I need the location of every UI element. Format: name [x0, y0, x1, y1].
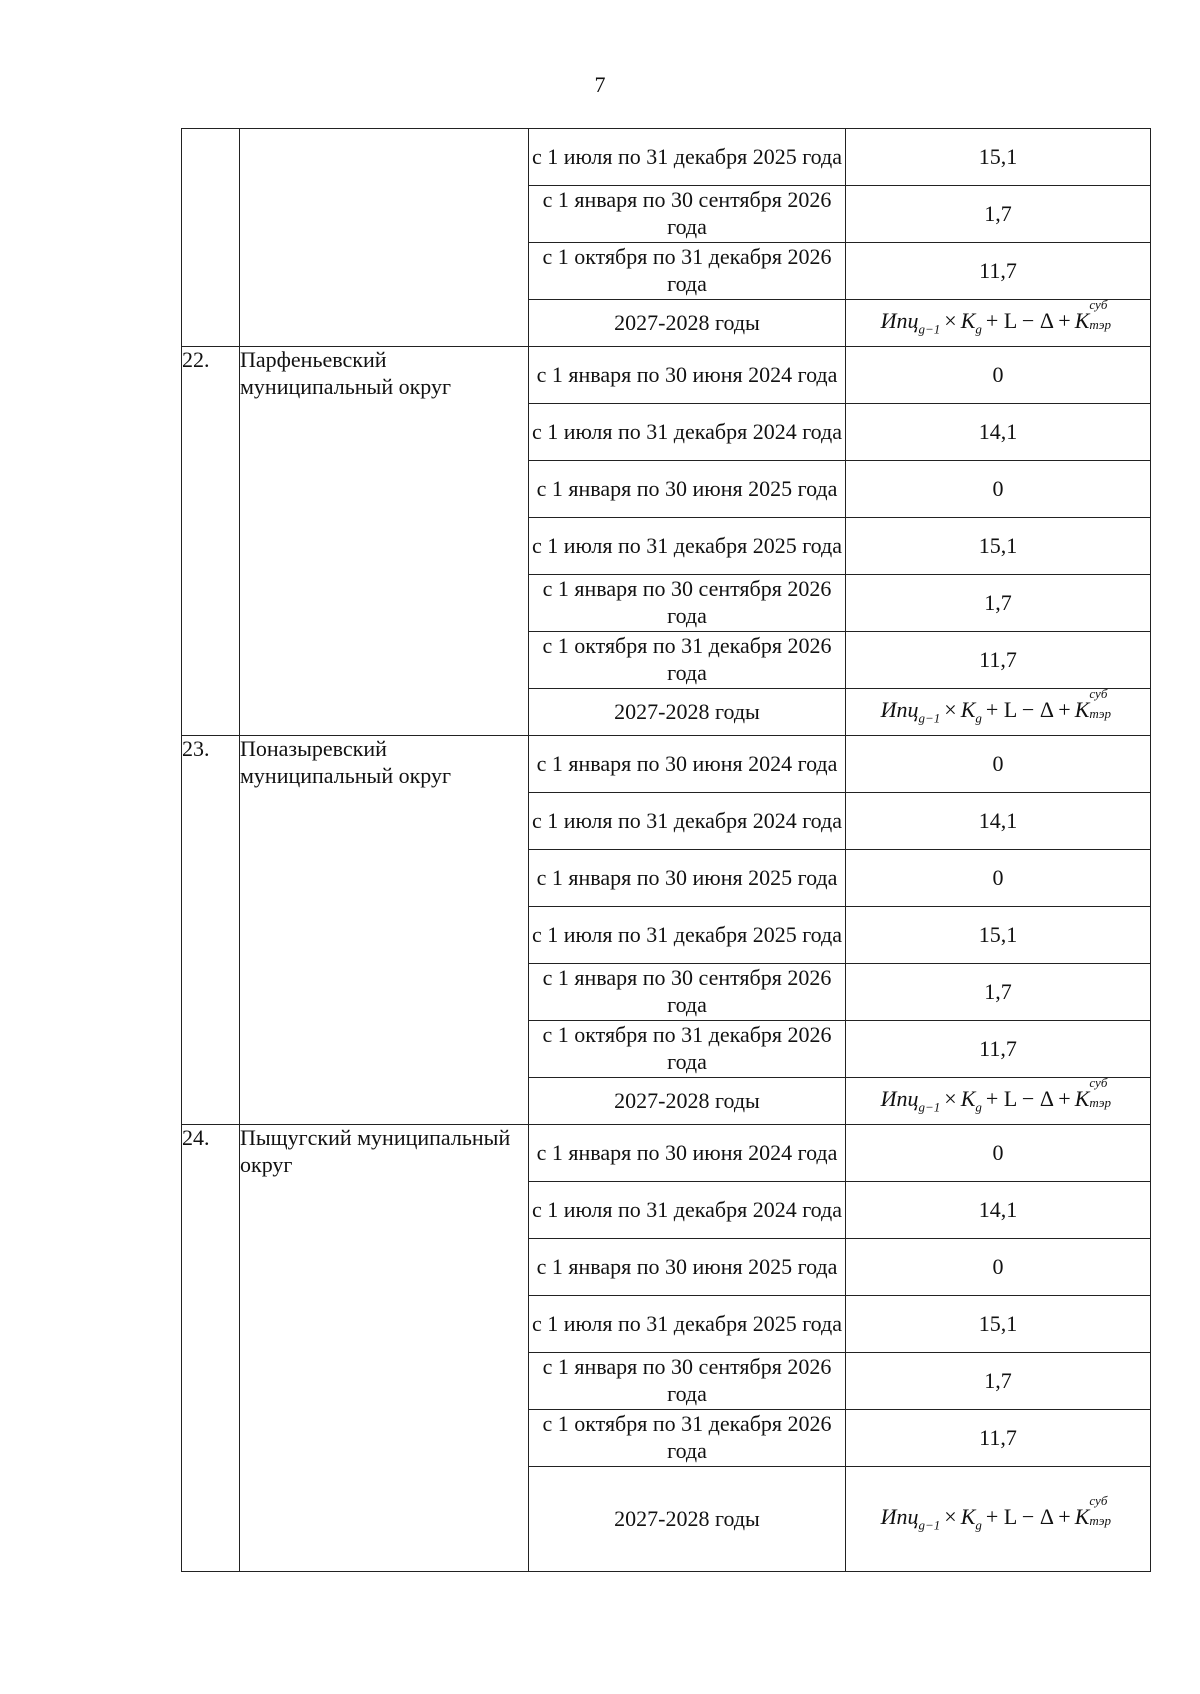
- formula-k2-indices: [1089, 1493, 1115, 1529]
- formula-plus-l: + L − Δ +: [985, 1504, 1071, 1530]
- value-cell: 15,1: [846, 1296, 1151, 1353]
- formula-k2-superscript: суб: [1089, 297, 1108, 313]
- value-cell: [846, 686, 1151, 736]
- formula-k2-superscript: суб: [1089, 1075, 1108, 1091]
- value-cell: 11,7: [846, 632, 1151, 689]
- value-cell: 0: [846, 1239, 1151, 1296]
- formula-k2-superscript: суб: [1089, 1493, 1108, 1509]
- formula-k: K: [960, 308, 976, 334]
- value-cell: 15,1: [846, 518, 1151, 575]
- period-cell: с 1 июля по 31 декабря 2025 года: [529, 1296, 846, 1353]
- value-cell: 14,1: [846, 793, 1151, 850]
- period-cell: 2027-2028 годы: [529, 300, 846, 347]
- value-cell: 14,1: [846, 1182, 1151, 1239]
- formula-plus-l: + L − Δ +: [985, 1086, 1071, 1112]
- formula-k2-subscript: тэр: [1089, 706, 1111, 722]
- growth-formula: [880, 1493, 1116, 1533]
- row-number-cell: 22.: [182, 347, 240, 736]
- formula-k: K: [960, 697, 976, 723]
- value-cell: [846, 297, 1151, 347]
- value-cell: 0: [846, 1125, 1151, 1182]
- period-cell: с 1 июля по 31 декабря 2025 года: [529, 907, 846, 964]
- period-cell: с 1 января по 30 июня 2024 года: [529, 347, 846, 404]
- formula-ipc-subscript: g−1: [918, 1099, 941, 1115]
- formula-k-subscript: g: [975, 1517, 982, 1533]
- table-row: [182, 129, 1151, 186]
- period-cell: с 1 января по 30 июня 2025 года: [529, 461, 846, 518]
- growth-formula: [880, 1075, 1116, 1115]
- table-row: [182, 347, 1151, 404]
- period-cell: с 1 января по 30 сентября 2026 года: [529, 1353, 846, 1410]
- row-number-cell: 23.: [182, 736, 240, 1125]
- formula-k2: K: [1074, 1504, 1090, 1530]
- formula-k2-subscript: тэр: [1089, 1095, 1111, 1111]
- period-cell: 2027-2028 годы: [529, 1467, 846, 1572]
- formula-k2-subscript: тэр: [1089, 317, 1111, 333]
- formula-k: K: [960, 1086, 976, 1112]
- period-cell: с 1 июля по 31 декабря 2025 года: [529, 518, 846, 575]
- formula-ipc-subscript: g−1: [918, 1517, 941, 1533]
- period-cell: с 1 июля по 31 декабря 2024 года: [529, 793, 846, 850]
- page-number: 7: [594, 72, 606, 97]
- value-cell: 1,7: [846, 575, 1151, 632]
- period-cell: с 1 октября по 31 декабря 2026 года: [529, 1021, 846, 1078]
- formula-k2-subscript: тэр: [1089, 1513, 1111, 1529]
- formula-plus-l: + L − Δ +: [985, 697, 1071, 723]
- formula-ipc: Ипц: [880, 308, 919, 334]
- period-cell: с 1 июля по 31 декабря 2025 года: [529, 129, 846, 186]
- period-cell: с 1 января по 30 июня 2024 года: [529, 1125, 846, 1182]
- table-row: [182, 736, 1151, 793]
- value-cell: 11,7: [846, 243, 1151, 300]
- period-cell: с 1 января по 30 июня 2025 года: [529, 850, 846, 907]
- formula-ipc: Ипц: [880, 1504, 919, 1530]
- formula-times: ×: [944, 308, 957, 334]
- value-cell: 1,7: [846, 1353, 1151, 1410]
- value-cell: 15,1: [846, 129, 1151, 186]
- row-number-cell: 24.: [182, 1125, 240, 1572]
- growth-formula: [880, 686, 1116, 726]
- formula-times: ×: [944, 1086, 957, 1112]
- formula-k: K: [960, 1504, 976, 1530]
- formula-k2-superscript: суб: [1089, 686, 1108, 702]
- period-cell: с 1 января по 30 сентября 2026 года: [529, 575, 846, 632]
- value-cell: [846, 1075, 1151, 1125]
- value-cell: 0: [846, 461, 1151, 518]
- period-cell: 2027-2028 годы: [529, 1078, 846, 1125]
- district-name-cell: Пыщугский муниципальный округ: [240, 1125, 529, 1572]
- formula-ipc-subscript: g−1: [918, 710, 941, 726]
- value-cell: 0: [846, 736, 1151, 793]
- formula-k2: K: [1074, 1086, 1090, 1112]
- period-cell: с 1 июля по 31 декабря 2024 года: [529, 1182, 846, 1239]
- tariff-table: [181, 128, 1151, 1572]
- formula-times: ×: [944, 1504, 957, 1530]
- formula-ipc: Ипц: [880, 697, 919, 723]
- period-cell: с 1 января по 30 июня 2025 года: [529, 1239, 846, 1296]
- formula-k2-indices: [1089, 686, 1115, 722]
- formula-ipc-subscript: g−1: [918, 321, 941, 337]
- formula-plus-l: + L − Δ +: [985, 308, 1071, 334]
- formula-k2: K: [1074, 697, 1090, 723]
- period-cell: 2027-2028 годы: [529, 689, 846, 736]
- formula-ipc: Ипц: [880, 1086, 919, 1112]
- row-number-cell: [182, 129, 240, 347]
- value-cell: 1,7: [846, 186, 1151, 243]
- period-cell: с 1 июля по 31 декабря 2024 года: [529, 404, 846, 461]
- value-cell: 0: [846, 347, 1151, 404]
- period-cell: с 1 октября по 31 декабря 2026 года: [529, 243, 846, 300]
- district-name-cell: Парфеньевский муниципальный округ: [240, 347, 529, 736]
- period-cell: с 1 января по 30 июня 2024 года: [529, 736, 846, 793]
- formula-k2: K: [1074, 308, 1090, 334]
- district-name-cell: Поназыревский муниципальный округ: [240, 736, 529, 1125]
- table-row: [182, 1125, 1151, 1182]
- formula-times: ×: [944, 697, 957, 723]
- formula-k-subscript: g: [975, 1099, 982, 1115]
- formula-k-subscript: g: [975, 321, 982, 337]
- value-cell: 15,1: [846, 907, 1151, 964]
- period-cell: с 1 января по 30 сентября 2026 года: [529, 186, 846, 243]
- value-cell: 14,1: [846, 404, 1151, 461]
- value-cell: 11,7: [846, 1021, 1151, 1078]
- value-cell: 0: [846, 850, 1151, 907]
- formula-k2-indices: [1089, 1075, 1115, 1111]
- table-body: [182, 129, 1151, 1572]
- value-cell: 1,7: [846, 964, 1151, 1021]
- formula-k2-indices: [1089, 297, 1115, 333]
- period-cell: с 1 января по 30 сентября 2026 года: [529, 964, 846, 1021]
- period-cell: с 1 октября по 31 декабря 2026 года: [529, 632, 846, 689]
- district-name-cell: [240, 129, 529, 347]
- formula-k-subscript: g: [975, 710, 982, 726]
- value-cell: 11,7: [846, 1410, 1151, 1467]
- growth-formula: [880, 297, 1116, 337]
- period-cell: с 1 октября по 31 декабря 2026 года: [529, 1410, 846, 1467]
- value-cell: [846, 1467, 1151, 1572]
